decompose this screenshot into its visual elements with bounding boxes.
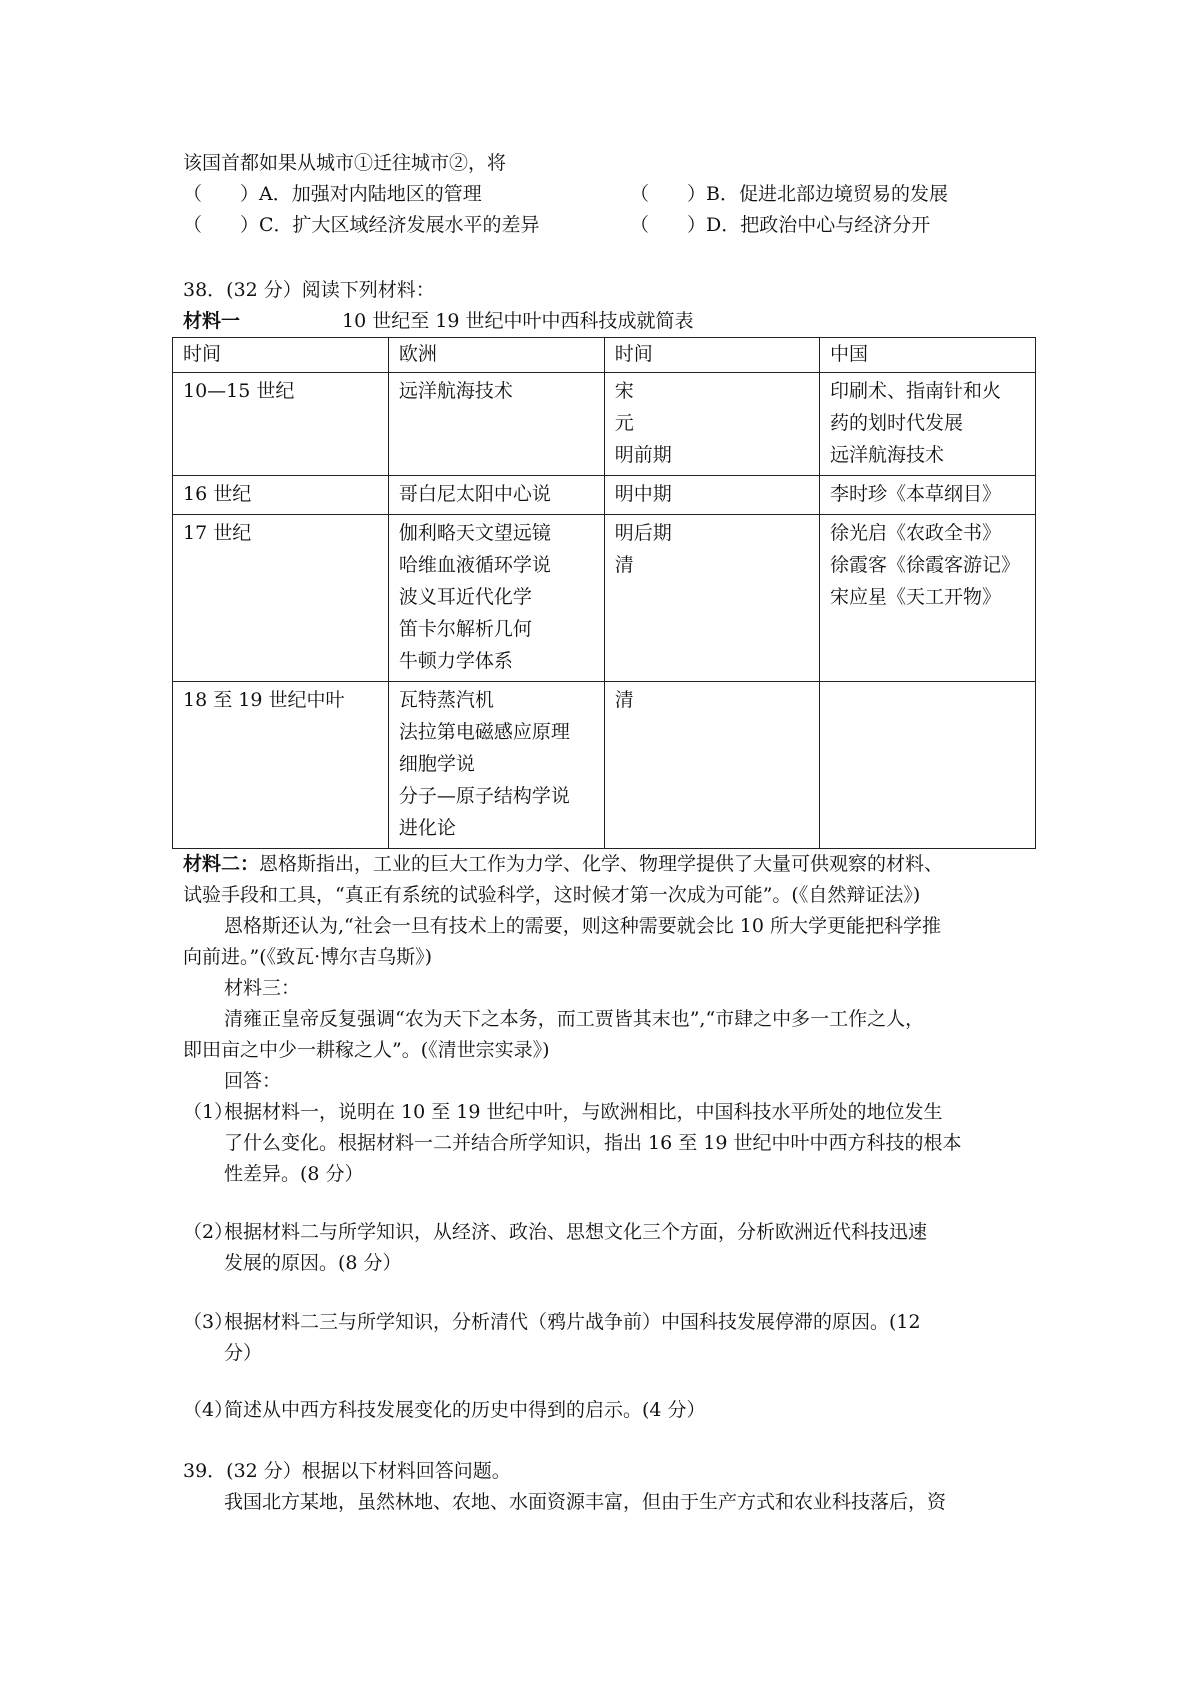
material3-line-1: 清雍正皇帝反复强调“农为天下之本务，而工贾皆其末也”,“市肆之中多一工作之人，	[224, 1008, 925, 1030]
table-cell-europe	[388, 515, 604, 682]
cell-line: 牛顿力学体系	[398, 650, 513, 672]
q37-option-a: （ ）A．加强对内陆地区的管理	[183, 183, 482, 205]
cell-line: 印刷术、指南针和火	[830, 380, 1002, 402]
material1-title: 10 世纪至 19 世纪中叶中西科技成就简表	[342, 310, 694, 332]
q39-line-1: 我国北方某地，虽然林地、农地、水面资源丰富，但由于生产方式和农业科技落后，资	[224, 1491, 947, 1513]
header-china: 中国	[820, 338, 1036, 373]
sub-question-4-line-1: 简述从中西方科技发展变化的历史中得到的启示。(4 分）	[224, 1399, 706, 1421]
sub-question-3-line-2: 分）	[224, 1342, 263, 1364]
cell-line: 李时珍《本草纲目》	[830, 483, 1002, 505]
q37-stem: 该国首都如果从城市①迁往城市②，将	[183, 152, 507, 174]
material2-text-1: 恩格斯指出，工业的巨大工作为力学、化学、物理学提供了大量可供观察的材料、	[259, 853, 944, 875]
cell-line: 瓦特蒸汽机	[398, 689, 494, 711]
cell-line: 宋	[614, 380, 634, 402]
header-dynasty: 时间	[604, 338, 819, 373]
cell-line: 远洋航海技术	[398, 380, 513, 402]
sci-tech-table	[172, 337, 1036, 849]
table-cell-period	[173, 476, 389, 515]
table-cell-china	[820, 373, 1036, 476]
cell-line: 明前期	[614, 444, 672, 466]
table-row	[173, 373, 1036, 476]
sub-question-2-line-2: 发展的原因。(8 分）	[224, 1252, 402, 1274]
table-cell-dynasty	[604, 476, 819, 515]
sub-question-2-number: （2）	[183, 1221, 234, 1243]
sub-question-1-line-2: 了什么变化。根据材料一二并结合所学知识，指出 16 至 19 世纪中叶中西方科技的根本	[224, 1132, 962, 1154]
q37-option-b: （ ）B．促进北部边境贸易的发展	[630, 183, 948, 205]
material1-label: 材料一	[183, 310, 241, 332]
table-cell-china	[820, 515, 1036, 682]
material2-line-3: 恩格斯还认为,“社会一旦有技术上的需要，则这种需要就会比 10 所大学更能把科学推	[224, 915, 942, 937]
q38-heading: 38．(32 分）阅读下列材料：	[183, 279, 435, 301]
material3-label: 材料三：	[224, 977, 301, 999]
cell-line: 伽利略天文望远镜	[398, 522, 551, 544]
cell-line: 明后期	[614, 522, 672, 544]
table-row	[173, 515, 1036, 682]
cell-line: 清	[614, 554, 634, 576]
table-header-row	[173, 338, 1036, 373]
cell-line: 哈维血液循环学说	[398, 554, 551, 576]
table-cell-china	[820, 682, 1036, 849]
table-cell-period	[173, 682, 389, 849]
table-cell-europe	[388, 682, 604, 849]
sub-question-2-line-1: 根据材料二与所学知识，从经济、政治、思想文化三个方面，分析欧洲近代科技迅速	[224, 1221, 928, 1243]
cell-line: 远洋航海技术	[830, 444, 945, 466]
material3-line-2: 即田亩之中少一耕稼之人”。(《清世宗实录》)	[183, 1039, 550, 1061]
table-cell-dynasty	[604, 373, 819, 476]
sub-question-3-number: （3）	[183, 1311, 234, 1333]
table-cell-europe	[388, 373, 604, 476]
cell-line: 细胞学说	[398, 753, 475, 775]
table-cell-period	[173, 373, 389, 476]
material2-line-4: 向前进。”(《致瓦·博尔吉乌斯》)	[183, 946, 433, 968]
cell-line: 波义耳近代化学	[398, 586, 532, 608]
cell-line: 元	[614, 412, 634, 434]
cell-line: 17 世纪	[183, 522, 252, 544]
answer-label: 回答：	[224, 1070, 282, 1092]
header-europe: 欧洲	[388, 338, 604, 373]
cell-line: 明中期	[614, 483, 672, 505]
table-row	[173, 476, 1036, 515]
sub-question-1-line-1: 根据材料一，说明在 10 至 19 世纪中叶，与欧洲相比，中国科技水平所处的地位发生	[224, 1101, 943, 1123]
cell-line: 进化论	[398, 817, 456, 839]
cell-line: 16 世纪	[183, 483, 252, 505]
material2-line-2: 试验手段和工具，“真正有系统的试验科学，这时候才第一次成为可能”。(《自然辩证法》)	[183, 884, 921, 906]
table-cell-china	[820, 476, 1036, 515]
cell-line: 哥白尼太阳中心说	[398, 483, 551, 505]
table-body	[173, 373, 1036, 849]
q37-option-c: （ ）C．扩大区域经济发展水平的差异	[183, 214, 540, 236]
cell-line: 10—15 世纪	[183, 380, 295, 402]
table-cell-period	[173, 515, 389, 682]
material2-label: 材料二：	[183, 853, 260, 875]
table-cell-europe	[388, 476, 604, 515]
table-cell-dynasty	[604, 515, 819, 682]
cell-line: 徐霞客《徐霞客游记》	[830, 554, 1021, 576]
sub-question-1-line-3: 性差异。(8 分）	[224, 1163, 364, 1185]
q37-option-d: （ ）D．把政治中心与经济分开	[630, 214, 931, 236]
cell-line: 药的划时代发展	[830, 412, 964, 434]
table-cell-dynasty	[604, 682, 819, 849]
table-row	[173, 682, 1036, 849]
cell-line: 法拉第电磁感应原理	[398, 721, 570, 743]
sub-question-3-line-1: 根据材料二三与所学知识，分析清代（鸦片战争前）中国科技发展停滞的原因。(12	[224, 1311, 921, 1333]
material2-line-1	[183, 848, 943, 880]
cell-line: 分子—原子结构学说	[398, 785, 570, 807]
cell-line: 清	[614, 689, 634, 711]
cell-line: 笛卡尔解析几何	[398, 618, 532, 640]
cell-line: 宋应星《天工开物》	[830, 586, 1002, 608]
q39-heading: 39．(32 分）根据以下材料回答问题。	[183, 1460, 511, 1482]
sub-question-1-number: （1）	[183, 1101, 234, 1123]
header-period: 时间	[173, 338, 389, 373]
cell-line: 徐光启《农政全书》	[830, 522, 1002, 544]
sub-question-4-number: （4）	[183, 1399, 234, 1421]
cell-line: 18 至 19 世纪中叶	[183, 689, 345, 711]
